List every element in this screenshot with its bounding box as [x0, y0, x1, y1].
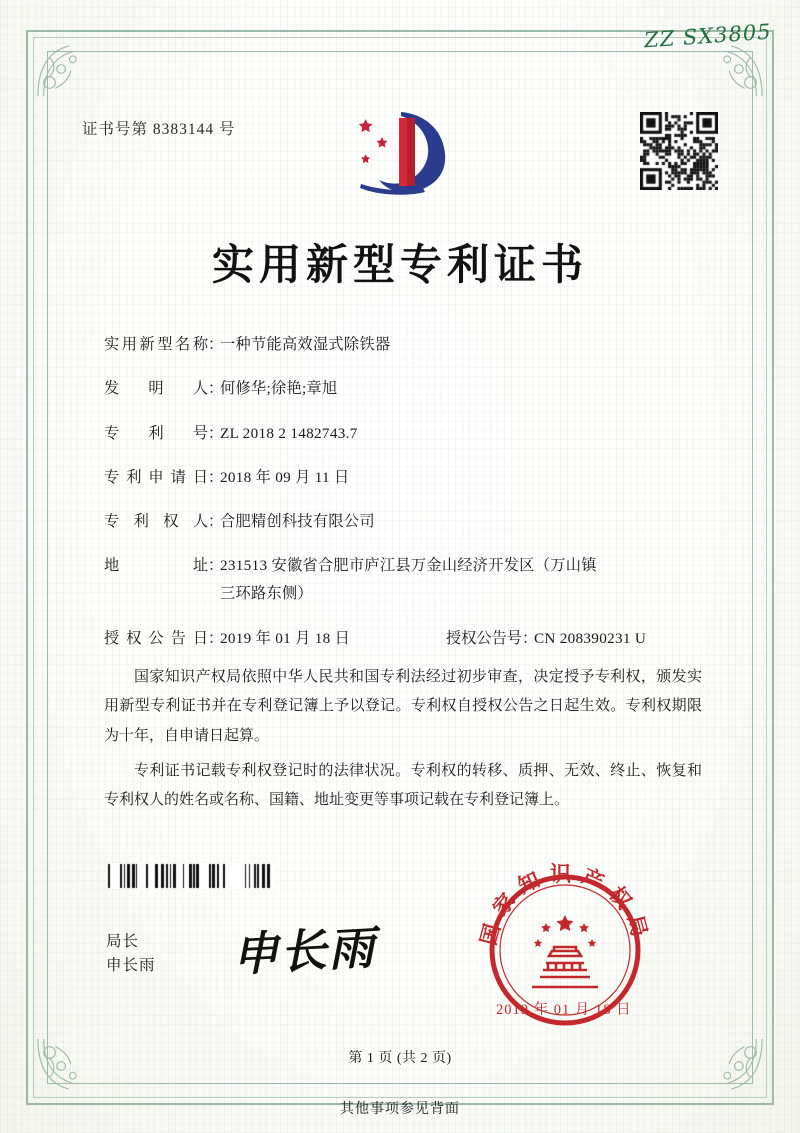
field-label: 专利权人 — [104, 513, 208, 531]
signature-role: 局长 — [106, 933, 140, 950]
cnipa-emblem-icon — [339, 104, 461, 196]
paragraph-1: 国家知识产权局依照中华人民共和国专利法经过初步审查，决定授予专利权，颁发实用新型专利证书并在专利登记簿上予以登记。专利权自授权公告之日起生效。专利权期限为十年，自申请日起算。 — [104, 669, 702, 744]
field-colon: ： — [208, 380, 224, 398]
field-label: 授权公告日 — [104, 629, 208, 647]
field-utility-model-name — [104, 334, 704, 357]
field-value — [220, 555, 704, 606]
field-patent-number — [104, 423, 704, 446]
field-application-date — [104, 467, 704, 490]
field-patentee — [104, 511, 704, 534]
field-label: 发明人 — [104, 380, 208, 398]
field-value-line1: 231513 安徽省合肥市庐江县万金山经济开发区（万山镇 — [220, 557, 597, 575]
field-colon: ： — [521, 629, 538, 647]
signature-block — [106, 930, 156, 978]
field-value: 2018 年 09 月 11 日 — [220, 468, 350, 486]
page-title: 实用新型专利证书 — [211, 243, 588, 289]
field-label: 实用新型名称 — [104, 336, 208, 353]
corner-ornament-icon — [36, 40, 94, 98]
corner-ornament-icon — [706, 40, 764, 98]
certificate-number: 证书号第 8383144 号 — [82, 121, 236, 138]
announcement-date: 2019 年 01 月 18 日 — [220, 629, 351, 647]
footer-note: 其他事项参见背面 — [340, 1102, 460, 1117]
field-value: 一种节能高效湿式除铁器 — [220, 336, 391, 353]
page-number: 第 1 页 (共 2 页) — [348, 1051, 452, 1066]
announcement-number-label: 授权公告号 — [446, 629, 522, 647]
field-inventor — [104, 378, 704, 401]
field-address — [104, 555, 704, 606]
field-colon: ： — [208, 513, 224, 531]
field-label: 专利申请日 — [104, 468, 208, 486]
field-value: 何修华;徐艳;章旭 — [220, 380, 338, 398]
paragraph-2: 专利证书记载专利权登记时的法律状况。专利权的转移、质押、无效、终止、恢复和专利权人的姓名或名称、国籍、地址变更等事项记载在专利登记簿上。 — [104, 762, 702, 808]
svg-text:国家知识产权局: 国家知识产权局 — [476, 862, 654, 948]
field-value-line2: 三环路东侧） — [220, 585, 313, 603]
seal-date: 2019 年 01 月 18 日 — [496, 1002, 632, 1018]
field-colon: ： — [208, 557, 224, 575]
handwritten-archive-code: ZZ SX3805 — [643, 19, 773, 53]
field-colon: ： — [208, 336, 224, 353]
field-label: 地址 — [104, 557, 208, 575]
announcement-number: CN 208390231 U — [533, 629, 647, 647]
barcode-icon — [106, 863, 274, 889]
field-announcement — [104, 628, 704, 651]
field-label: 专利号 — [104, 424, 208, 442]
field-colon: ： — [208, 629, 224, 647]
qr-code-icon — [640, 112, 718, 190]
signature-name: 申长雨 — [106, 957, 156, 975]
field-list — [104, 334, 704, 672]
field-value: 合肥精创科技有限公司 — [220, 513, 375, 531]
field-value: ZL 2018 2 1482743.7 — [220, 424, 358, 442]
signature-handwriting: 申长雨 — [230, 920, 378, 982]
field-colon: ： — [208, 468, 224, 486]
legal-text — [104, 663, 702, 821]
field-colon: ： — [208, 424, 224, 442]
field-value — [220, 628, 704, 651]
